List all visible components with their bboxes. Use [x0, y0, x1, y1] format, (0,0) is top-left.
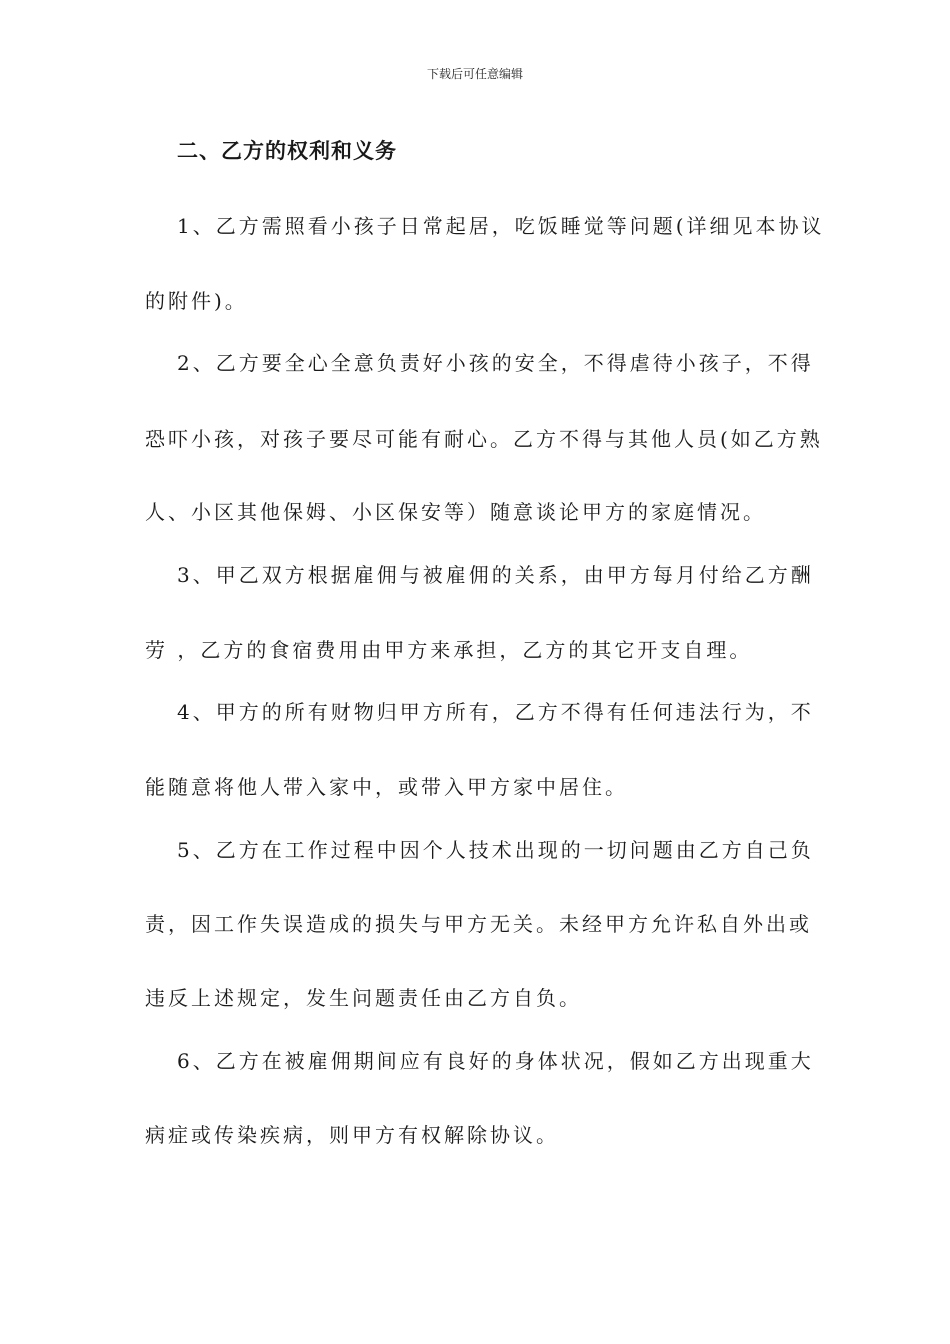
- clause-3-line-2: 劳 ，乙方的食宿费用由甲方来承担，乙方的其它开支自理。: [145, 638, 753, 662]
- clause-1-line-1: 1、乙方需照看小孩子日常起居，吃饭睡觉等问题(详细见本协议: [177, 214, 825, 238]
- clause-4-line-2: 能随意将他人带入家中，或带入甲方家中居住。: [145, 775, 628, 799]
- clause-4-line-1: 4、甲方的所有财物归甲方所有，乙方不得有任何违法行为，不: [177, 700, 814, 724]
- clause-2-line-3: 人、小区其他保姆、小区保安等）随意谈论甲方的家庭情况。: [145, 500, 766, 524]
- clause-5-line-3: 违反上述规定，发生问题责任由乙方自负。: [145, 986, 582, 1010]
- clause-6-line-2: 病症或传染疾病，则甲方有权解除协议。: [145, 1123, 559, 1147]
- clause-3-line-1: 3、甲乙双方根据雇佣与被雇佣的关系，由甲方每月付给乙方酬: [177, 563, 814, 587]
- section-heading: 二、乙方的权利和义务: [177, 138, 397, 163]
- clause-1-line-2: 的附件)。: [145, 289, 248, 313]
- clause-5-line-1: 5、乙方在工作过程中因个人技术出现的一切问题由乙方自己负: [177, 838, 814, 862]
- page-header: 下载后可任意编辑: [426, 67, 523, 81]
- clause-2-line-1: 2、乙方要全心全意负责好小孩的安全，不得虐待小孩子，不得: [177, 351, 814, 375]
- clause-2-line-2: 恐吓小孩，对孩子要尽可能有耐心。乙方不得与其他人员(如乙方熟: [145, 427, 823, 451]
- clause-5-line-2: 责，因工作失误造成的损失与甲方无关。未经甲方允许私自外出或: [145, 912, 812, 936]
- clause-6-line-1: 6、乙方在被雇佣期间应有良好的身体状况，假如乙方出现重大: [177, 1049, 814, 1073]
